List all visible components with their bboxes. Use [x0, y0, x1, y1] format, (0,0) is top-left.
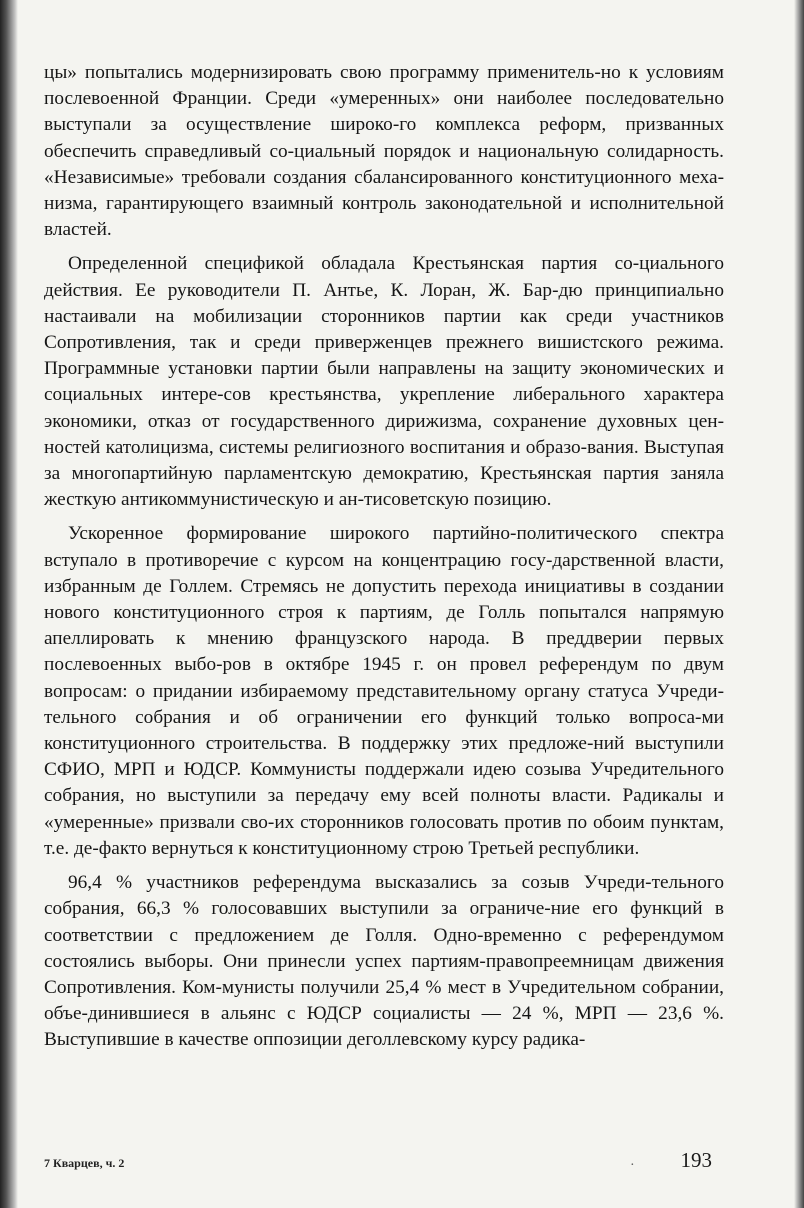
paragraph-1: цы» попытались модернизировать свою программу применитель-но к условиям послевоенной Франции. Среди «умеренных» они наиболее последовательно выступали за осуществление широко-го комплекса реформ, призванных обеспечить справедливый со-циальный порядок и национальную солидарность. «Независимые» требовали создания сбалансированного конституционного меха-низма, гарантирующего взаимный контроль законодательной и исполнительной властей. — [44, 62, 724, 241]
footer-dot: · — [630, 1158, 635, 1173]
paragraph-2: Определенной спецификой обладала Крестьянская партия со-циального действия. Ее руководители П. Антье, К. Лоран, Ж. Бар-дю принципиально настаивали на мобилизации сторонников партии как среди участников Сопротивления, так и среди приверженцев прежнего вишистского режима. Программные установки партии были направлены на защиту экономических и социальных интере-сов крестьянства, укрепление либерального характера экономики, отказ от государственного дирижизма, сохранение духовных цен-ностей католицизма, системы религиозного воспитания и образо-вания. Выступая за многопартийную парламентскую демократию, Крестьянская партия заняла жесткую антикоммунистическую и ан-тисоветскую позицию. — [44, 253, 724, 511]
page-footer — [44, 1148, 724, 1178]
signature-mark: 7 Кварцев, ч. 2 — [44, 1156, 125, 1170]
paragraph-3: Ускоренное формирование широкого партийно-политического спектра вступало в противоречие с курсом на концентрацию госу-дарственной власти, избранным де Голлем. Стремясь не допустить перехода инициативы в создании нового конституционного строя к партиям, де Голль попытался напрямую апеллировать к мнению французского народа. В преддверии первых послевоенных выбо-ров в октябре 1945 г. он провел референдум по двум вопросам: о придании избираемому представительному органу статуса Учреди-тельного собрания и об ограничении его функций только вопроса-ми конституционного строительства. В поддержку этих предложе-ний выступили СФИО, МРП и ЮДСР. Коммунисты поддержали идею созыва Учредительного собрания, но выступили за передачу ему всей полноты власти. Радикалы и «умеренные» призвали сво-их сторонников голосовать против по обоим пунктам, т.е. де-факто вернуться к конституционному строю Третьей республики. — [44, 523, 724, 859]
page-body — [44, 60, 724, 1170]
page-number: 193 — [680, 1148, 712, 1172]
paragraph-4: 96,4 % участников референдума высказались за созыв Учреди-тельного собрания, 66,3 % голосовавших выступили за ограниче-ние его функций в соответствии с предложением де Голля. Одно-временно с референдумом состоялись выборы. Они принесли успех партиям-правопреемницам движения Сопротивления. Ком-мунисты получили 25,4 % мест в Учредительном собрании, объе-динившиеся в альянс с ЮДСР социалисты — 24 %, МРП — 23,6 %. Выступившие в качестве оппозиции деголлевскому курсу радика- — [44, 872, 724, 1051]
scan-shadow-right — [794, 0, 804, 1208]
scan-shadow-left — [0, 0, 18, 1208]
